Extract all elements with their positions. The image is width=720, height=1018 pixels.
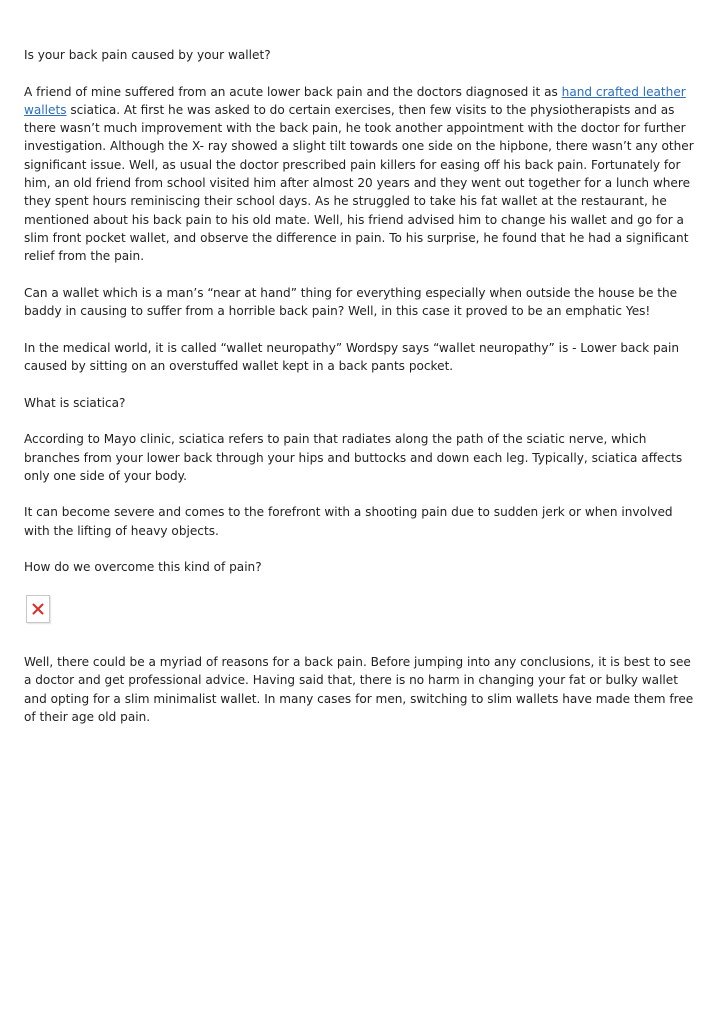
article-heading: Is your back pain caused by your wallet?	[24, 48, 271, 62]
subheading-overcome-pain: How do we overcome this kind of pain?	[24, 560, 262, 575]
paragraph-wallet-question: Can a wallet which is a man’s “near at hand” thing for everything especially when outside the house be the baddy in causing to suffer from a horrible back pain? Well, in this case it proved to be an emphatic Yes!	[24, 285, 678, 319]
paragraph-wallet-neuropathy: In the medical world, it is called “wallet neuropathy” Wordspy says “wallet neuropathy” is - Lower back pain caused by sitting on an overstuffed wallet kept in a back pants pocket.	[24, 340, 680, 374]
paragraph-mayo-clinic: According to Mayo clinic, sciatica refers to pain that radiates along the path of the sciatic nerve, which branches from your lower back through your hips and buttocks and down each leg. Typically, sciatica affects only one side of your body.	[24, 432, 683, 483]
broken-image-placeholder	[26, 595, 50, 623]
paragraph-severity: It can become severe and comes to the forefront with a shooting pain due to sudden jerk or when involved with the lifting of heavy objects.	[24, 505, 673, 538]
paragraph-conclusion: Well, there could be a myriad of reasons for a back pain. Before jumping into any conclusions, it is best to see a doctor and get professional advice. Having said that, there is no harm in changing your fat or bulky wallet and opting for a slim minimalist wallet. In many cases for men, switching to slim wallets have made them free of their age old pain.	[24, 654, 694, 724]
broken-image-x-icon	[32, 603, 44, 615]
paragraph-intro-lead: A friend of mine suffered from an acute lower back pain and the doctors diagnosed it as	[24, 84, 562, 99]
hand-crafted-leather-wallets-link[interactable]: hand crafted leather wallets	[24, 84, 686, 117]
paragraph-intro	[24, 83, 700, 266]
paragraph-intro-rest: sciatica. At first he was asked to do certain exercises, then few visits to the physiotherapists and as there wasn’t much improvement with the back pain, he took another appointment with the doctor for further investigation. Although the X- ray showed a slight tilt towards one side on the hipbone, there wasn’t any other significant issue. Well, as usual the doctor prescribed pain killers for easing off his back pain. Fortunately for him, an old friend from school visited him after almost 20 years and they went out together for a lunch where they spent hours reminiscing their school days. As he struggled to take his fat wallet at the restaurant, he mentioned about his back pain to his old mate. Well, his friend advised him to change his wallet and go for a slim front pocket wallet, and observe the difference in pain. To his surprise, he found that he had a significant relief from the pain.	[24, 102, 694, 264]
subheading-what-is-sciatica: What is sciatica?	[24, 395, 126, 410]
